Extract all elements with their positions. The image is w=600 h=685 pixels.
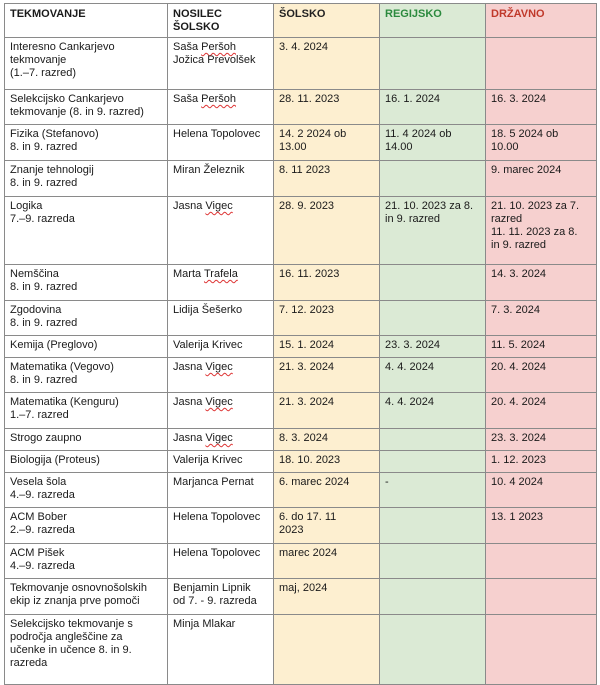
cell-school-line: 6. do 17. 11: [279, 511, 337, 523]
cell-regional: [380, 265, 486, 301]
cell-holder: [168, 90, 274, 125]
cell-national: [486, 301, 597, 336]
cell-holder: [168, 265, 274, 301]
cell-holder: [168, 579, 274, 615]
cell-school: [274, 473, 380, 508]
cell-competition-line: Biologija (Proteus): [10, 454, 100, 466]
cell-national-line: in 9. razred: [491, 239, 547, 251]
cell-competition-line: Fizika (Stefanovo): [10, 128, 99, 140]
cell-school: [274, 197, 380, 265]
cell-holder-line: Jožica Prevolšek: [173, 54, 256, 66]
cell-holder-line: Jasna Vigec: [173, 396, 233, 408]
cell-holder: [168, 336, 274, 358]
cell-school-line: 16. 11. 2023: [279, 268, 340, 280]
cell-national: [486, 429, 597, 451]
table-row: [5, 301, 597, 336]
cell-holder-line: Jasna Vigec: [173, 432, 233, 444]
cell-school-line: 13.00: [279, 141, 307, 153]
table-row: [5, 125, 597, 161]
cell-competition: [5, 336, 168, 358]
cell-holder-line: Valerija Krivec: [173, 454, 243, 466]
competitions-table: [4, 3, 597, 685]
cell-school-line: 2023: [279, 524, 304, 536]
cell-competition-line: tekmovanje (8. in 9. razred): [10, 106, 144, 118]
cell-school: [274, 336, 380, 358]
cell-holder: [168, 161, 274, 197]
cell-school: [274, 393, 380, 429]
cell-national-line: 20. 4. 2024: [491, 396, 547, 408]
cell-school-line: 21. 3. 2024: [279, 396, 335, 408]
cell-national: [486, 579, 597, 615]
cell-regional: [380, 161, 486, 197]
cell-national: [486, 197, 597, 265]
cell-holder: [168, 38, 274, 90]
cell-regional: [380, 336, 486, 358]
cell-holder: [168, 393, 274, 429]
cell-school: [274, 615, 380, 685]
cell-competition: [5, 615, 168, 685]
cell-school-line: marec 2024: [279, 547, 338, 559]
cell-national-line: 13. 1 2023: [491, 511, 543, 523]
cell-competition-line: Selekcijsko Cankarjevo: [10, 93, 124, 105]
table-row: [5, 473, 597, 508]
cell-regional-line: 11. 4 2024 ob: [385, 128, 452, 140]
cell-regional: [380, 393, 486, 429]
cell-competition-line: 8. in 9. razred: [10, 317, 78, 329]
cell-holder: [168, 473, 274, 508]
cell-school: [274, 358, 380, 393]
table-row: [5, 544, 597, 579]
cell-national-line: 10. 4 2024: [491, 476, 543, 488]
cell-competition-line: Selekcijsko tekmovanje s: [10, 618, 133, 630]
cell-school-line: 28. 9. 2023: [279, 200, 335, 212]
cell-school-line: 15. 1. 2024: [279, 339, 335, 351]
cell-competition: [5, 90, 168, 125]
cell-school-line: 8. 11 2023: [279, 164, 331, 176]
table-row: [5, 579, 597, 615]
cell-competition-line: 8. in 9. razred: [10, 281, 78, 293]
cell-holder-line: Helena Topolovec: [173, 547, 261, 559]
cell-competition: [5, 38, 168, 90]
table-row: [5, 429, 597, 451]
cell-competition: [5, 161, 168, 197]
cell-regional-line: 4. 4. 2024: [385, 361, 434, 373]
cell-competition-line: 4.–9. razreda: [10, 489, 75, 501]
cell-regional: [380, 90, 486, 125]
cell-holder: [168, 615, 274, 685]
cell-competition-line: področja angleščine za: [10, 631, 123, 643]
cell-holder-line: Saša Peršoh: [173, 93, 236, 105]
cell-competition-line: Kemija (Preglovo): [10, 339, 98, 351]
cell-regional: [380, 615, 486, 685]
table-row: [5, 615, 597, 685]
cell-regional: [380, 197, 486, 265]
table-body: [5, 38, 597, 685]
table-row: [5, 451, 597, 473]
cell-national: [486, 473, 597, 508]
cell-national: [486, 161, 597, 197]
table-row: [5, 358, 597, 393]
cell-national: [486, 125, 597, 161]
cell-competition-line: razreda: [10, 657, 48, 669]
table-row: [5, 336, 597, 358]
cell-school: [274, 451, 380, 473]
cell-competition-line: Strogo zaupno: [10, 432, 82, 444]
cell-competition-line: Matematika (Kenguru): [10, 396, 119, 408]
cell-competition-line: ekip iz znanja prve pomoči: [10, 595, 140, 607]
cell-competition: [5, 197, 168, 265]
cell-competition-line: učenke in učence 8. in 9.: [10, 644, 132, 656]
cell-competition: [5, 125, 168, 161]
cell-competition: [5, 265, 168, 301]
cell-school: [274, 265, 380, 301]
cell-holder: [168, 451, 274, 473]
cell-competition: [5, 544, 168, 579]
cell-regional: [380, 125, 486, 161]
header-regional: REGIJSKO: [380, 4, 486, 38]
cell-competition: [5, 508, 168, 544]
cell-competition-line: Tekmovanje osnovnošolskih: [10, 582, 147, 594]
cell-competition: [5, 301, 168, 336]
cell-competition: [5, 429, 168, 451]
cell-national-line: 11. 5. 2024: [491, 339, 546, 351]
cell-holder: [168, 508, 274, 544]
cell-holder: [168, 301, 274, 336]
cell-holder-line: Saša Peršoh: [173, 41, 236, 53]
cell-holder-line: Helena Topolovec: [173, 128, 261, 140]
cell-competition-line: (1.–7. razred): [10, 67, 77, 79]
cell-school: [274, 544, 380, 579]
cell-national: [486, 451, 597, 473]
cell-competition-line: Interesno Cankarjevo: [10, 41, 115, 53]
cell-national-line: 18. 5 2024 ob: [491, 128, 559, 140]
cell-competition-line: 4.–9. razreda: [10, 560, 75, 572]
table-row: [5, 393, 597, 429]
cell-school-line: 21. 3. 2024: [279, 361, 335, 373]
cell-school-line: 8. 3. 2024: [279, 432, 328, 444]
cell-holder: [168, 125, 274, 161]
cell-school-line: 28. 11. 2023: [279, 93, 340, 105]
cell-competition-line: 8. in 9. razred: [10, 374, 78, 386]
cell-regional: [380, 579, 486, 615]
cell-national-line: 1. 12. 2023: [491, 454, 547, 466]
cell-school: [274, 90, 380, 125]
cell-regional: [380, 451, 486, 473]
cell-national-line: razred: [491, 213, 523, 225]
cell-national-line: 11. 11. 2023 za 8.: [491, 226, 578, 238]
cell-competition: [5, 358, 168, 393]
cell-holder-line: Benjamin Lipnik: [173, 582, 251, 594]
cell-national: [486, 358, 597, 393]
cell-regional-line: in 9. razred: [385, 213, 441, 225]
table-row: [5, 38, 597, 90]
cell-national: [486, 393, 597, 429]
cell-school-line: 14. 2 2024 ob: [279, 128, 347, 140]
cell-competition: [5, 579, 168, 615]
cell-competition-line: Matematika (Vegovo): [10, 361, 114, 373]
cell-holder: [168, 197, 274, 265]
cell-holder: [168, 544, 274, 579]
header-competition: TEKMOVANJE: [5, 4, 168, 38]
cell-national: [486, 544, 597, 579]
cell-school: [274, 301, 380, 336]
cell-competition-line: 7.–9. razreda: [10, 213, 75, 225]
cell-regional: [380, 358, 486, 393]
cell-national: [486, 265, 597, 301]
cell-competition-line: tekmovanje: [10, 54, 67, 66]
cell-holder: [168, 358, 274, 393]
header-school: ŠOLSKO: [274, 4, 380, 38]
cell-competition: [5, 473, 168, 508]
cell-school: [274, 161, 380, 197]
cell-holder-line: Jasna Vigec: [173, 200, 233, 212]
cell-national-line: 10.00: [491, 141, 519, 153]
cell-competition-line: Vesela šola: [10, 476, 67, 488]
cell-national: [486, 38, 597, 90]
cell-school-line: 18. 10. 2023: [279, 454, 341, 466]
cell-competition: [5, 451, 168, 473]
cell-regional-line: 23. 3. 2024: [385, 339, 441, 351]
cell-holder-line: Helena Topolovec: [173, 511, 261, 523]
cell-school: [274, 429, 380, 451]
cell-holder-line: od 7. - 9. razreda: [173, 595, 257, 607]
cell-holder-line: Marta Trafela: [173, 268, 238, 280]
cell-competition-line: Logika: [10, 200, 43, 212]
cell-school: [274, 508, 380, 544]
cell-regional-line: 4. 4. 2024: [385, 396, 434, 408]
cell-regional: [380, 473, 486, 508]
header-national: DRŽAVNO: [486, 4, 597, 38]
cell-regional: [380, 429, 486, 451]
cell-holder-line: Lidija Šešerko: [173, 304, 243, 316]
table-row: [5, 197, 597, 265]
table-row: [5, 90, 597, 125]
cell-national: [486, 615, 597, 685]
cell-competition-line: ACM Pišek: [10, 547, 65, 559]
cell-school: [274, 579, 380, 615]
cell-national-line: 9. marec 2024: [491, 164, 562, 176]
table-row: [5, 265, 597, 301]
cell-competition-line: Znanje tehnologij: [10, 164, 94, 176]
cell-competition-line: Zgodovina: [10, 304, 62, 316]
cell-school-line: 3. 4. 2024: [279, 41, 328, 53]
cell-competition: [5, 393, 168, 429]
cell-regional: [380, 301, 486, 336]
cell-holder-line: Jasna Vigec: [173, 361, 233, 373]
cell-holder-line: Valerija Krivec: [173, 339, 243, 351]
cell-national-line: 20. 4. 2024: [491, 361, 547, 373]
cell-regional-line: 16. 1. 2024: [385, 93, 441, 105]
cell-school-line: maj, 2024: [279, 582, 328, 594]
header-holder: NOSILEC ŠOLSKO: [168, 4, 274, 38]
cell-competition-line: Nemščina: [10, 268, 59, 280]
cell-regional: [380, 38, 486, 90]
cell-national-line: 14. 3. 2024: [491, 268, 547, 280]
cell-school: [274, 38, 380, 90]
cell-competition-line: 1.–7. razred: [10, 409, 69, 421]
cell-national: [486, 90, 597, 125]
cell-regional-line: 14.00: [385, 141, 413, 153]
cell-competition-line: 8. in 9. razred: [10, 141, 78, 153]
header-row: [5, 4, 597, 38]
cell-holder-line: Minja Mlakar: [173, 618, 236, 630]
cell-regional-line: 21. 10. 2023 za 8.: [385, 200, 474, 212]
cell-regional-line: -: [385, 476, 389, 488]
cell-holder-line: Miran Železnik: [173, 164, 245, 176]
cell-national-line: 7. 3. 2024: [491, 304, 540, 316]
cell-national: [486, 508, 597, 544]
cell-regional: [380, 544, 486, 579]
cell-national-line: 23. 3. 2024: [491, 432, 547, 444]
cell-school-line: 6. marec 2024: [279, 476, 350, 488]
cell-competition-line: 8. in 9. razred: [10, 177, 78, 189]
cell-national: [486, 336, 597, 358]
cell-school: [274, 125, 380, 161]
cell-regional: [380, 508, 486, 544]
table-row: [5, 161, 597, 197]
cell-holder: [168, 429, 274, 451]
cell-competition-line: ACM Bober: [10, 511, 67, 523]
cell-holder-line: Marjanca Pernat: [173, 476, 254, 488]
cell-national-line: 21. 10. 2023 za 7.: [491, 200, 580, 212]
cell-national-line: 16. 3. 2024: [491, 93, 547, 105]
cell-competition-line: 2.–9. razreda: [10, 524, 75, 536]
cell-school-line: 7. 12. 2023: [279, 304, 335, 316]
table-row: [5, 508, 597, 544]
